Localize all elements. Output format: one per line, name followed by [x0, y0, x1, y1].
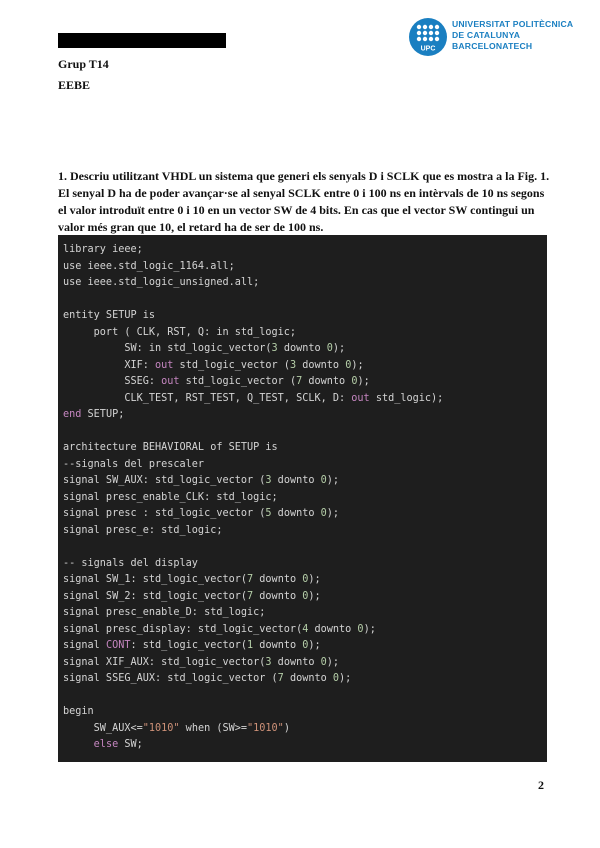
code-line — [63, 440, 542, 457]
page-number: 2 — [538, 778, 544, 792]
code-token: signal presc : std_logic_vector ( — [63, 508, 266, 519]
code-token: downto — [253, 574, 303, 585]
code-line — [63, 341, 542, 358]
code-block — [58, 235, 547, 762]
code-token: architecture BEHAVIORAL of SETUP is — [63, 442, 278, 453]
code-token: signal — [63, 640, 106, 651]
code-token: downto — [296, 359, 346, 371]
code-token: end — [63, 409, 82, 420]
code-token: 0 — [302, 590, 309, 602]
code-token: "1010" — [247, 722, 284, 734]
code-token: signal presc_enable_D: std_logic; — [63, 607, 266, 618]
code-line — [63, 242, 542, 259]
code-line — [63, 490, 542, 507]
code-token: CONT — [105, 640, 131, 651]
code-line — [63, 539, 542, 556]
code-line — [63, 259, 542, 276]
code-token: CLK_TEST, RST_TEST, Q_TEST, SCLK, D: — [63, 392, 352, 404]
code-token: 3 — [271, 343, 278, 354]
code-token: SW: in std_logic_vector( — [63, 343, 272, 354]
code-token: ); — [326, 508, 340, 519]
code-token: 0 — [320, 508, 327, 519]
code-token: 0 — [357, 623, 364, 635]
code-token: 0 — [326, 343, 333, 354]
code-token: 7 — [247, 574, 254, 585]
code-token: --signals del prescaler — [63, 458, 205, 470]
code-token: 0 — [345, 359, 352, 371]
code-token: 0 — [332, 673, 340, 684]
code-line — [63, 374, 542, 391]
code-token: 3 — [289, 359, 297, 371]
upc-logo-text — [452, 19, 573, 52]
code-token: 7 — [296, 376, 303, 387]
code-token: signal SW_2: std_logic_vector( — [63, 590, 248, 602]
code-token: "1010" — [142, 722, 180, 734]
code-line — [63, 457, 542, 474]
code-token: SW_AUX<= — [63, 722, 143, 734]
code-line — [63, 292, 542, 309]
code-line — [63, 688, 542, 705]
code-token: 0 — [302, 574, 309, 585]
code-line — [63, 556, 542, 573]
code-token: ); — [326, 475, 340, 486]
code-token: ); — [308, 574, 321, 585]
code-token: 3 — [265, 656, 272, 668]
code-token: 1 — [247, 640, 254, 651]
code-token: 0 — [302, 640, 309, 651]
upc-logo-icon — [408, 17, 448, 57]
code-token: : std_logic_vector( — [130, 640, 248, 651]
code-line — [63, 605, 542, 622]
logo-line-1: UNIVERSITAT POLITÈCNICA — [452, 19, 574, 29]
code-token: out — [155, 359, 174, 371]
code-token: downto — [253, 640, 303, 651]
code-token: 0 — [351, 376, 358, 387]
code-token: 0 — [320, 656, 327, 668]
code-token: ); — [332, 343, 346, 354]
code-token: SW; — [118, 739, 143, 750]
code-token: signal XIF_AUX: std_logic_vector( — [63, 656, 266, 668]
question-text: 1. Descriu utilitzant VHDL un sistema que generi els senyals D i SCLK que es mostra a la Fig. 1. El senyal D ha de poder avançar·se al senyal SCLK entre 0 i 100 ns en intèrvals de 10 ns segons el valor introduït entre 0 i 10 en un vector SW de 4 bits. En cas que el vector SW contingui un valor més gran que 10, el retard ha de ser de 100 ns. — [58, 169, 550, 234]
code-line — [63, 572, 542, 589]
code-token: std_logic_vector ( — [179, 376, 297, 387]
code-token: signal SSEG_AUX: std_logic_vector ( — [63, 673, 278, 684]
code-token: use ieee.std_logic_1164.all; — [63, 260, 235, 272]
code-token: begin — [63, 706, 94, 717]
code-token: downto — [283, 673, 333, 684]
school-label: EEBE — [58, 78, 91, 92]
code-token: std_logic_vector ( — [173, 359, 290, 371]
code-line — [63, 589, 542, 606]
code-token: signal presc_display: std_logic_vector( — [63, 623, 303, 635]
code-line — [63, 622, 542, 639]
code-token: 3 — [265, 475, 272, 486]
code-token: -- signals del display — [63, 557, 198, 569]
code-token: XIF: — [63, 359, 156, 371]
code-token: port ( CLK, RST, Q: in std_logic; — [63, 326, 297, 338]
code-token: ); — [308, 590, 321, 602]
code-line — [63, 407, 542, 424]
code-line — [63, 391, 542, 408]
upc-logo — [408, 17, 578, 57]
code-token: SETUP; — [81, 409, 125, 420]
code-line — [63, 506, 542, 523]
logo-line-2: DE CATALUNYA — [452, 30, 521, 40]
code-token: ); — [351, 359, 364, 371]
code-token: signal presc_e: std_logic; — [63, 524, 223, 536]
code-line — [63, 638, 542, 655]
code-token: downto — [308, 623, 358, 635]
code-token: std_logic); — [369, 392, 444, 404]
code-token: library ieee; — [63, 244, 143, 255]
code-token: use ieee.std_logic_unsigned.all; — [63, 277, 260, 288]
code-token: ); — [326, 656, 340, 668]
code-token: downto — [271, 508, 321, 519]
code-token: downto — [271, 475, 321, 486]
code-line — [63, 473, 542, 490]
code-token: 7 — [247, 590, 254, 602]
logo-line-3: BARCELONATECH — [452, 41, 533, 51]
code-line — [63, 671, 542, 688]
group-label: Grup T14 — [58, 57, 109, 71]
code-token: downto — [253, 590, 303, 602]
code-token: ); — [363, 623, 376, 635]
code-line — [63, 721, 542, 738]
code-token: signal SW_1: std_logic_vector( — [63, 574, 248, 585]
code-line — [63, 655, 542, 672]
code-token: ) — [283, 722, 290, 734]
code-token: signal SW_AUX: std_logic_vector ( — [63, 475, 266, 486]
code-token: 7 — [277, 673, 284, 684]
code-token: signal presc_enable_CLK: std_logic; — [63, 491, 278, 503]
code-line — [63, 308, 542, 325]
code-token: out — [161, 376, 180, 387]
code-token: when (SW>= — [179, 722, 248, 734]
code-token: 5 — [265, 508, 272, 519]
code-token: out — [351, 392, 370, 404]
code-token: entity SETUP is — [63, 310, 156, 321]
code-line — [63, 358, 542, 375]
upc-logo-mark: UPC — [420, 45, 436, 53]
code-line — [63, 275, 542, 292]
code-token: else — [93, 739, 119, 750]
code-token: SSEG: — [63, 376, 162, 387]
code-line — [63, 737, 542, 754]
code-line — [63, 704, 542, 721]
code-line — [63, 424, 542, 441]
code-token: ); — [308, 640, 321, 651]
code-token: 0 — [320, 475, 327, 486]
redacted-name — [58, 33, 226, 48]
code-token: downto — [271, 656, 321, 668]
code-token: ); — [339, 673, 352, 684]
code-token: downto — [277, 343, 327, 354]
code-token: 4 — [302, 623, 309, 635]
code-token: ); — [357, 376, 370, 387]
code-token: downto — [302, 376, 352, 387]
code-line — [63, 523, 542, 540]
code-line — [63, 325, 542, 342]
code-token — [63, 739, 94, 750]
